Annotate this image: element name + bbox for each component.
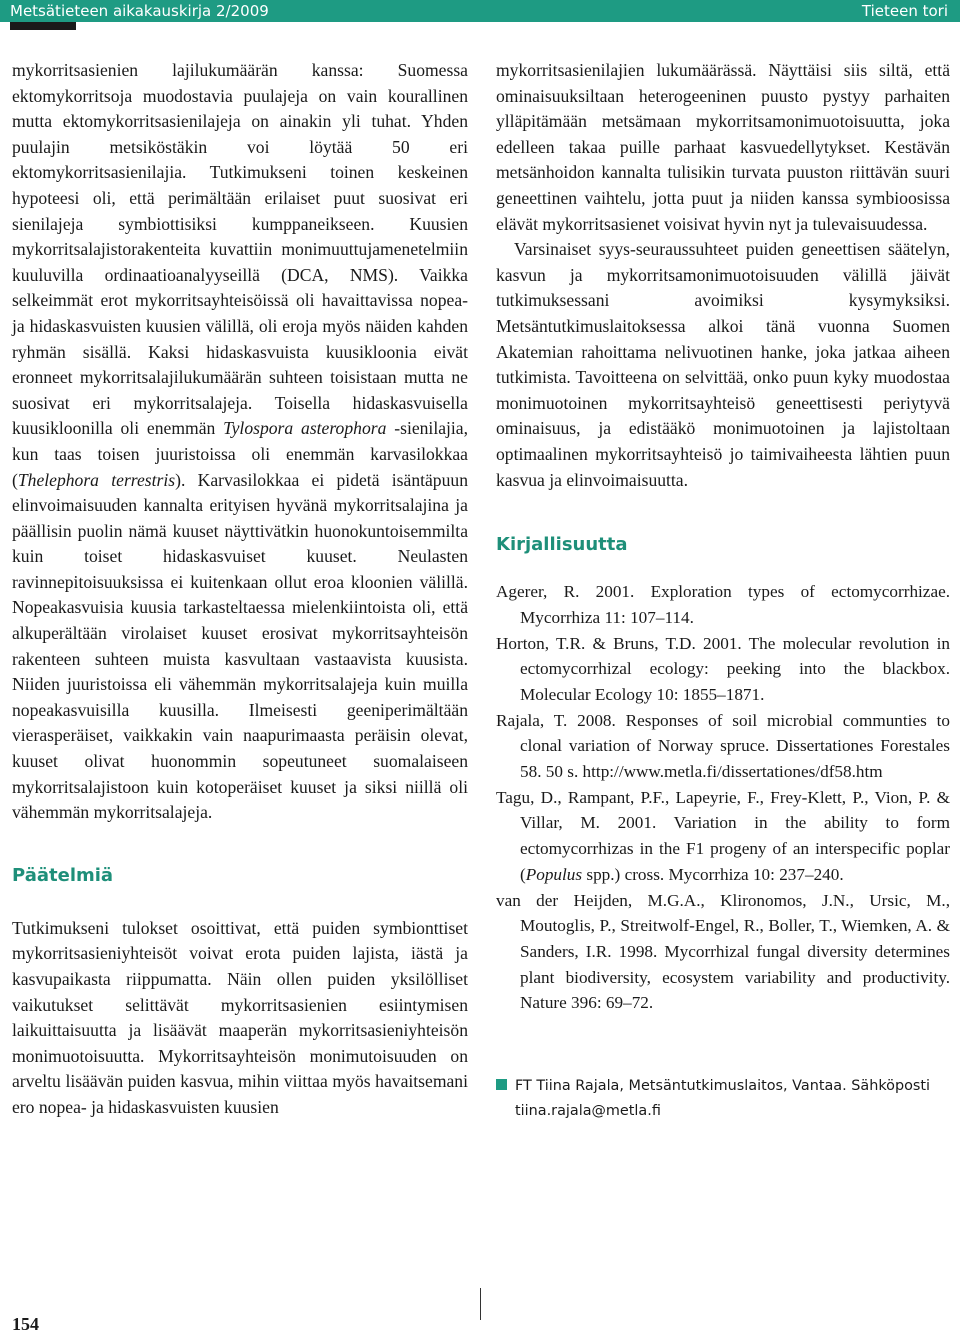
genus-name: Populus [525, 864, 583, 884]
body-paragraph: mykorritsasienilajien lukumäärässä. Näyttäisi siis siltä, että ominaisuuksiltaan heterogeeninen puusto pystyy parhaiten ylläpitämään metsämaan mykorritsamonimuotoisuutta, joka edelleen takaa puille parhaat kasvuedellytykset. Kestävän metsänhoidon kannalta tulisikin turvata puuston riittävän suuri geneettinen vaihtelu, jotta puut ja niiden kanssa symbioosissa elävät mykorritsasienet voisivat hyvin nyt ja tulevaisuudessa. [496, 60, 950, 234]
body-paragraph: Tutkimukseni tulokset osoittivat, että puiden symbionttiset mykorritsasieniyhteisöt voivat erota puiden lajista, iästä ja kasvupaikasta riippumatta. Näin ollen puiden yksilölliset vaikutukset selittävät mykorritsasienien esiintymisen laikuittaisuutta ja lisäävät maaperän mykorritsasieniyhteisön monimuotoisuutta. Mykorritsayhteisön monimutoisuuden on arveltu lisäävän puiden kasvua, mihin viittaa myös havaitsemani ero nopea- ja hidaskasvuisten kuusien [12, 917, 468, 1117]
reference-text: Rajala, T. 2008. Responses of soil microbial communties to clonal variation of Norway spruce. Dissertationes Forestales 58. 50 s. http://www.metla.fi/dissertationes/df58.htm [496, 710, 950, 782]
reference-text: van der Heijden, M.G.A., Klironomos, J.N., Ursic, M., Moutoglis, P., Streitwolf-Engel, R., Boller, T., Wiemken, A. & Sanders, I.R. 1998. Mycorrhizal fungal diversity determines plant biodiversity, ecosystem variability and productivity. Nature 396: 69–72. [496, 890, 950, 1013]
body-paragraph [12, 58, 468, 826]
reference-text: spp.) cross. Mycorrhiza 10: 237–240. [582, 864, 844, 884]
square-bullet-icon [496, 1079, 507, 1090]
body-text: -sienilajia, kun taas toisen juuristoissa oli enemmän karvasilokkaa ( [12, 418, 469, 490]
section-heading-conclusions: Päätelmiä [12, 864, 114, 886]
reference-item [496, 888, 950, 1017]
body-paragraph: Varsinaiset syys-seuraussuhteet puiden geneettisen säätelyn, kasvun ja mykorritsamonimuotoisuuden välillä jäivät tutkimuksessani avoimiksi kysymyksiksi. Metsäntutkimuslaitoksessa alkoi tänä vuonna Suomen Akatemian rahoittama nelivuotinen hanke, joka jatkaa aiheen tutkimista. Tavoitteena on selvittää, onko puun kyky muodostaa monimuotoinen mykorritsayhteisö geneettisesti periytyvä ominaisuus, ja edistääkö monimuotoinen ja lajistoltaan optimaalinen mykorritsayhteisö jo taimivaiheesta lähtien puun kasvua ja elinvoimaisuutta. [496, 239, 950, 490]
reference-text: Agerer, R. 2001. Exploration types of ectomycorrhizae. Mycorrhiza 11: 107–114. [496, 582, 950, 627]
journal-title: Metsätieteen aikakauskirja 2/2009 [10, 2, 269, 20]
reference-text: Horton, T.R. & Bruns, T.D. 2001. The molecular revolution in ectomycorrhizal ecology: peeking into the blackbox. Molecular Ecology 10: 1855–1871. [496, 633, 950, 704]
species-name: Tylospora asterophora [223, 418, 387, 439]
right-column [496, 58, 950, 1124]
reference-item [496, 579, 950, 630]
reference-item [496, 631, 950, 708]
body-text: mykorritsasienien lajilukumäärän kanssa: Suomessa ektomykorritsoja muodostavia puulajeja on vain kourallinen mutta ektomykorritsasienilajeja on ainakin yli tuhat. Yhden puulajin metsiköstäkin voi löytää 50 eri ektomykorritsasienilajia. Tutkimukseni toinen keskeinen hypoteesi oli, että perimältään erilaiset puut suosivat eri sienilajeja symbiottisiksi kumppaneikseen. Kuusien mykorritsalajistorakenteita kuvattiin monimuuttujamenetelmiin kuuluvilla ordinaatioanalyyseillä (DCA, NMS). Vaikka selkeimmät erot mykorritsayhteisöissä oli havaittavissa nopea- ja hidaskasvuisten kuusien välillä, oli eroja myös näiden kahden ryhmän sisällä. Kaksi hidaskasvuista kuusikloonia eivät eronneet mykorritsalajilukumäärän suhteen toisistaan mutta ne suosivat eri mykorritsalajeja. Toisella hidaskasvuisella kuusikloonilla oli enemmän [12, 60, 468, 439]
page-header [0, 0, 960, 22]
author-email[interactable]: tiina.rajala@metla.fi [515, 1103, 661, 1120]
reference-item [496, 785, 950, 888]
author-line: FT Tiina Rajala, Metsäntutkimuslaitos, Vantaa. Sähköposti [515, 1078, 931, 1095]
species-name: Thelephora terrestris [17, 469, 176, 490]
reference-text: Tagu, D., Rampant, P.F., Lapeyrie, F., Frey-Klett, P., Vion, P. & Villar, M. 2001. Variation in the ability to form ectomycorrhizas in the F1 progeny of an interspecific poplar ( [496, 787, 950, 884]
column-divider [480, 1288, 481, 1320]
body-text: ). Karvasilokkaa ei pidetä isäntäpuun elinvoimaisuuden kannalta erityisen hyvänä mykorritsalajina ja päällisin puolin nämä kuuset näyttivätkin huonokuntoisemmilta kuin toiset hidaskasvuiset kuuset. Neulasten ravinnepitoisuuksissa ei kuitenkaan ollut eroa kloonien välillä. Nopeakasvuisia kuusia tarkasteltaessa mielenkiintoista oli, että alkuperältään virolaiset kuuset erosivat mykorritsayhteisön rakenteen suhteen muista kasvultaan vastaavista kuusista. Niiden juuristoissa eli vähemmän mykorritsalajeja kuin muilla nopeakasvuisilla kuusilla. Ilmeisesti geeniperimältään vierasperäiset, vaikkakin vain naapurimaasta peräisin olevat, kuuset olivat huonommin sopeutuneet suomalaiseen mykorritsalajistoon kuin kotoperäiset kuuset ja siksi niillä oli vähemmän mykorritsalajeja. [12, 469, 468, 823]
reference-list [496, 579, 950, 1016]
header-accent-bar [10, 22, 76, 30]
author-info [496, 1074, 950, 1124]
section-heading-references: Kirjallisuutta [496, 534, 628, 556]
left-column [12, 58, 468, 1121]
section-name: Tieteen tori [861, 2, 948, 20]
page-number: 154 [12, 1314, 39, 1334]
reference-item [496, 708, 950, 785]
